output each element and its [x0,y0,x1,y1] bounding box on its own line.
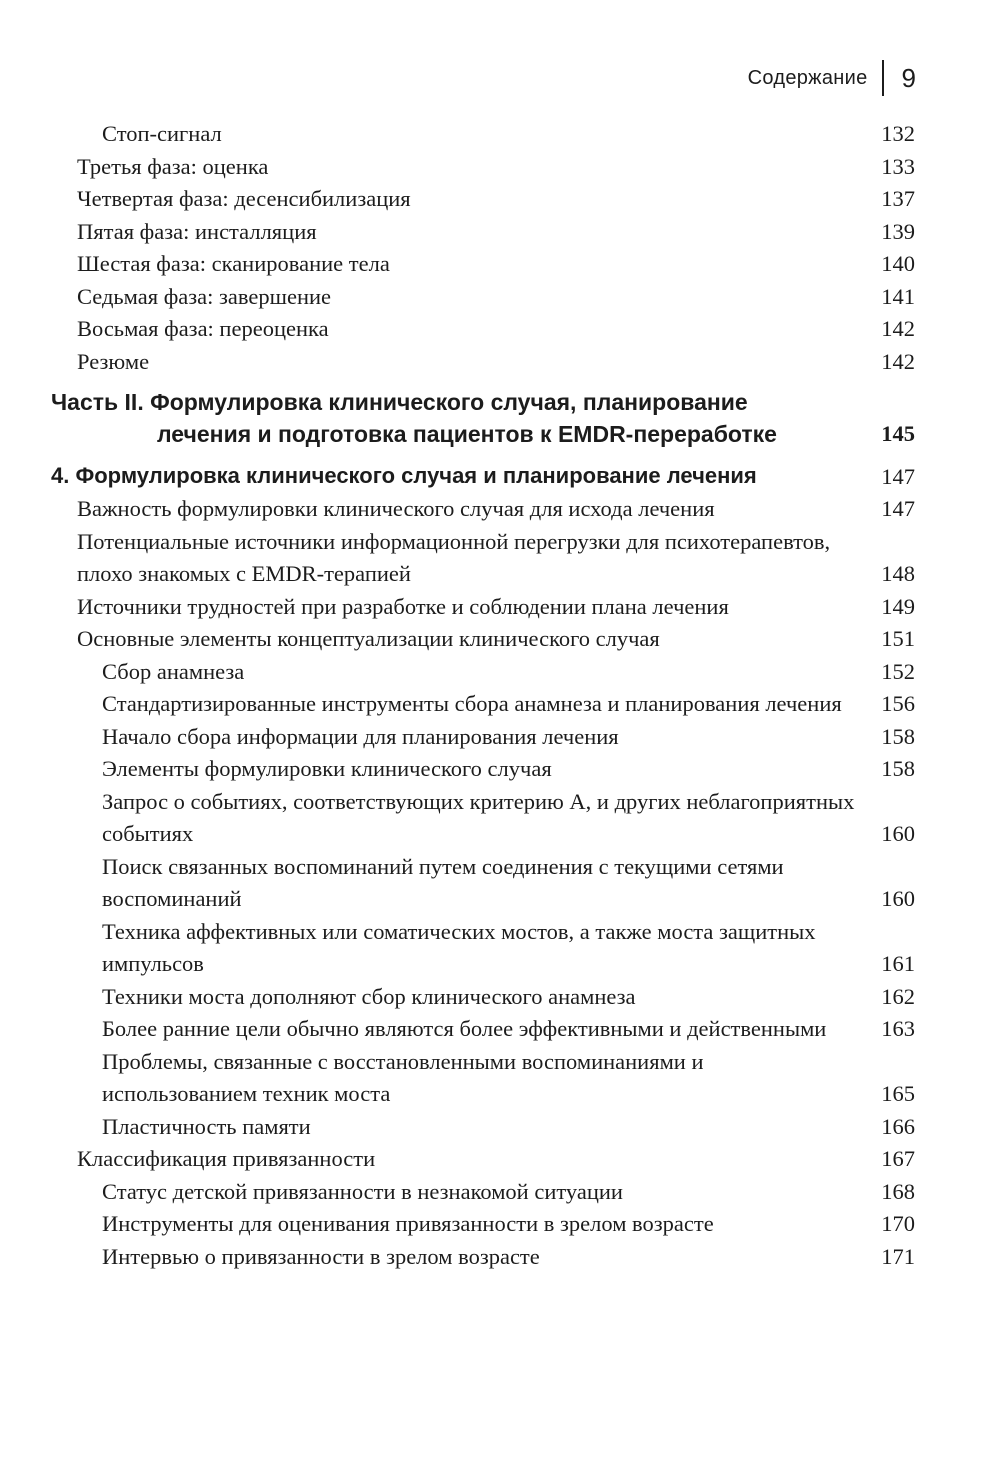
toc-entry-title: Седьмая фаза: завершение [77,283,332,309]
toc-entry-page: 147 [881,463,915,489]
toc-entry [0,656,1000,689]
toc-entry [0,1111,1000,1144]
toc-entry [0,183,1000,216]
toc-entry-title: Элементы формулировки клинического случая [102,756,552,781]
toc-entry-page: 142 [881,348,915,374]
toc-entry [0,493,1000,526]
toc-entry-title: Поиск связанных воспоминаний путем соединения с текущими сетями воспоминаний [102,853,784,911]
section-label: Содержание [747,66,868,89]
toc-entry [0,1013,1000,1046]
toc-entry-title: Источники трудностей при разработке и соблюдении плана лечения [77,593,729,619]
toc-entry [0,526,1000,591]
toc-entry [0,1208,1000,1241]
toc-entry [0,981,1000,1014]
toc-entry-page: 152 [881,658,915,684]
toc-entry-page: 132 [881,121,915,146]
toc-entry-title: Резюме [77,348,150,374]
toc-entry-title: Основные элементы концептуализации клинического случая [77,626,660,651]
toc-entry-title: Важность формулировки клинического случая для исхода лечения [77,496,715,521]
toc-entry-page: 151 [881,626,915,651]
toc-entry-page: 156 [881,691,915,716]
toc-entry-page: 162 [881,983,915,1009]
toc-entry-title: Стоп-сигнал [102,121,222,146]
toc-entry-page: 161 [881,951,915,976]
toc-entry [0,1046,1000,1111]
toc-entry [0,591,1000,624]
toc-entry-title: Сбор анамнеза [102,658,245,684]
header-divider [882,60,884,96]
toc-entry-page: 142 [881,316,915,341]
toc-entry [0,216,1000,249]
toc-entry-page: 133 [881,153,915,179]
toc-entry-page: 158 [881,723,915,749]
toc-part-heading [0,386,1000,450]
toc-entry-title: Инструменты для оценивания привязанности в зрелом возрасте [102,1211,714,1236]
toc-entry-page: 158 [881,756,915,781]
toc-entry [0,851,1000,916]
toc-entry-page: 171 [881,1243,915,1269]
toc-entry-title: Статус детской привязанности в незнакомой ситуации [102,1178,623,1204]
running-head [748,60,916,96]
toc-entry [0,1176,1000,1209]
toc-entry [0,248,1000,281]
toc-entry-page: 148 [881,561,915,586]
toc-entry [0,753,1000,786]
toc-entry-page: 160 [881,886,915,911]
toc-entry [0,118,1000,151]
toc-entry-page: 149 [881,593,915,619]
toc-entry-title: Более ранние цели обычно являются более эффективными и действенными [102,1016,827,1041]
toc-entry [0,1241,1000,1274]
toc-entry-title: Пластичность памяти [102,1113,311,1139]
toc-entry-title: Классификация привязанности [77,1146,376,1171]
page-number: 9 [901,62,916,93]
toc-entry-title: Техники моста дополняют сбор клинического анамнеза [102,983,636,1009]
table-of-contents [0,118,1000,1273]
toc-entry [0,623,1000,656]
toc-entry [0,281,1000,314]
toc-entry [0,1143,1000,1176]
toc-entry [0,721,1000,754]
toc-entry-page: 167 [881,1146,915,1171]
toc-entry-page: 140 [881,251,915,276]
toc-entry-page: 166 [881,1113,915,1139]
part-heading-line-1: Часть II. Формулировка клинического случая, планирование [51,389,748,415]
toc-entry [0,346,1000,379]
toc-entry-title: Стандартизированные инструменты сбора анамнеза и планирования лечения [102,691,842,716]
toc-entry-page: 170 [881,1211,915,1236]
toc-chapter-heading [0,459,1000,493]
toc-entry-title: Восьмая фаза: переоценка [77,316,329,341]
toc-entry-page: 160 [881,821,915,846]
toc-entry [0,688,1000,721]
toc-entry-title: Запрос о событиях, соответствующих критерию А, и других неблагоприятных событиях [102,788,855,846]
toc-entry-title: Третья фаза: оценка [77,153,269,179]
toc-entry-title: Начало сбора информации для планирования лечения [102,723,619,749]
toc-entry-page: 141 [881,283,915,309]
toc-entry-page: 145 [881,420,915,446]
toc-entry-page: 139 [881,218,915,244]
toc-entry-title: Потенциальные источники информационной перегрузки для психотерапевтов, плохо знакомых с EMDR-терапией [77,528,831,586]
toc-entry [0,151,1000,184]
toc-entry [0,313,1000,346]
toc-entry-title: Шестая фаза: сканирование тела [77,251,390,276]
chapter-title: 4. Формулировка клинического случая и планирование лечения [51,463,757,488]
toc-entry-title: Техника аффективных или соматических мостов, а также моста защитных импульсов [102,918,816,976]
toc-entry-page: 165 [881,1081,915,1106]
toc-entry-page: 163 [881,1016,915,1041]
toc-entry [0,786,1000,851]
toc-entry-page: 168 [881,1178,915,1204]
toc-entry-page: 137 [881,186,915,211]
toc-entry [0,916,1000,981]
toc-entry-title: Четвертая фаза: десенсибилизация [77,186,411,211]
part-heading-line-2: лечения и подготовка пациентов к EMDR-переработке [157,421,777,447]
toc-entry-title: Пятая фаза: инсталляция [77,218,317,244]
toc-entry-title: Интервью о привязанности в зрелом возрасте [102,1243,540,1269]
toc-entry-page: 147 [881,496,915,521]
toc-entry-title: Проблемы, связанные с восстановленными воспоминаниями и использованием техник моста [102,1048,704,1106]
